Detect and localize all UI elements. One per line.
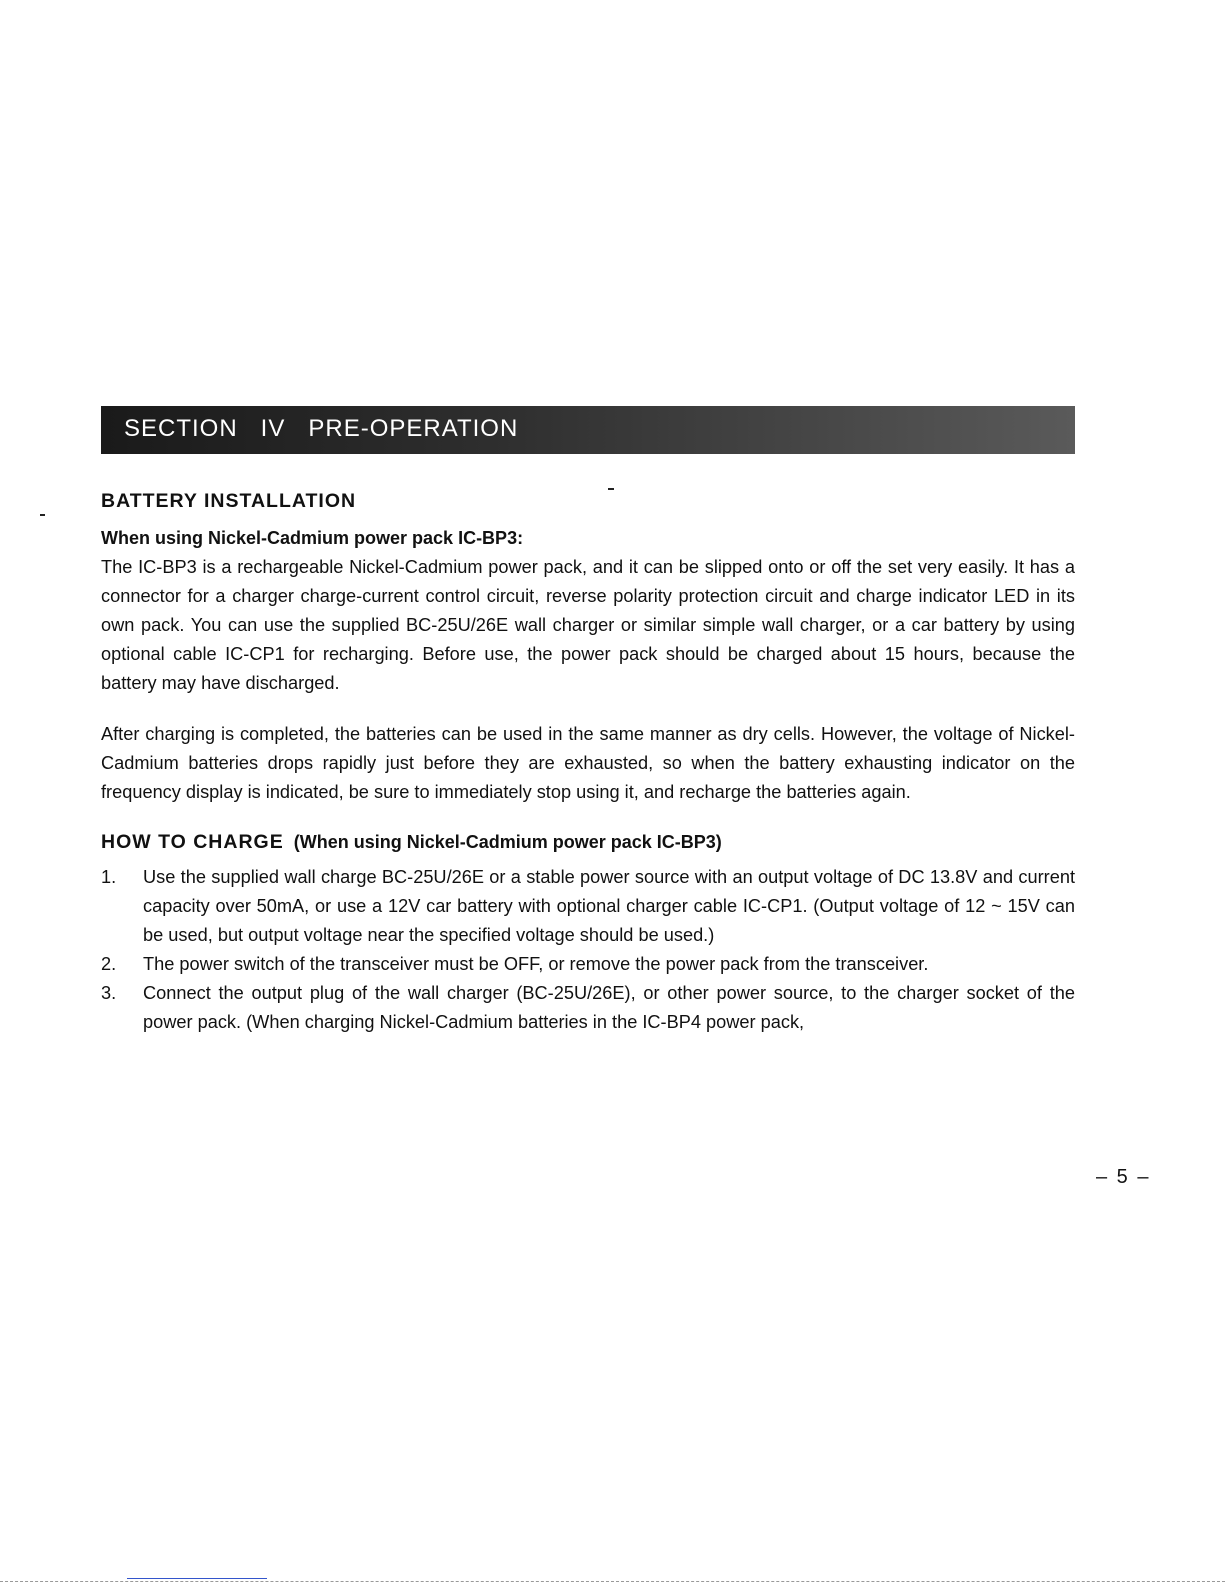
bottom-scan-edge bbox=[0, 1581, 1225, 1582]
how-to-charge-subtitle: (When using Nickel-Cadmium power pack IC-BP3) bbox=[293, 832, 722, 852]
how-to-charge-heading bbox=[101, 829, 1075, 855]
scan-speck bbox=[40, 514, 45, 516]
step-number: 3. bbox=[101, 983, 117, 1003]
page-content bbox=[101, 488, 1075, 1037]
battery-installation-paragraph-2: After charging is completed, the batteries can be used in the same manner as dry cells. However, the voltage of Nickel-Cadmium batteries drops rapidly just before they are exhausted, so when the battery exhausting indicator on the frequency display is indicated, be sure to immediately stop using it, and recharge the batteries again. bbox=[101, 724, 1075, 802]
charge-steps-list bbox=[101, 863, 1075, 1037]
battery-installation-heading: BATTERY INSTALLATION bbox=[101, 490, 357, 512]
bottom-scan-mark bbox=[127, 1578, 267, 1579]
step-text: Use the supplied wall charge BC-25U/26E or a stable power source with an output voltage of DC 13.8V and current capacity over 50mA, or use a 12V car battery with optional charger cable IC-CP1. (Output voltage of 12 ~ 15V can be used, but output voltage near the specified voltage should be used.) bbox=[143, 867, 1075, 945]
battery-installation-subheading: When using Nickel-Cadmium power pack IC-BP3: bbox=[101, 528, 524, 548]
step-text: Connect the output plug of the wall charger (BC-25U/26E), or other power source, to the charger socket of the power pack. (When charging Nickel-Cadmium batteries in the IC-BP4 power pack, bbox=[143, 983, 1075, 1032]
step-number: 2. bbox=[101, 954, 117, 974]
battery-installation-paragraph-1: The IC-BP3 is a rechargeable Nickel-Cadmium power pack, and it can be slipped onto or off the set very easily. It has a connector for a charger charge-current control circuit, reverse polarity protection circuit and charge indicator LED in its own pack. You can use the supplied BC-25U/26E wall charger or similar simple wall charger, or a car battery by using optional cable IC-CP1 for recharging. Before use, the power pack should be charged about 15 hours, because the battery may have discharged. bbox=[101, 557, 1075, 693]
step-number: 1. bbox=[101, 867, 117, 887]
scan-speck bbox=[608, 488, 614, 490]
charge-step bbox=[101, 863, 1075, 950]
section-title: SECTION IV PRE-OPERATION bbox=[124, 415, 519, 442]
charge-step bbox=[101, 950, 1075, 979]
page-number: – 5 – bbox=[1096, 1166, 1151, 1188]
charge-step bbox=[101, 979, 1075, 1037]
how-to-charge-title: HOW TO CHARGE bbox=[101, 831, 284, 853]
section-banner bbox=[101, 406, 1075, 454]
step-text: The power switch of the transceiver must be OFF, or remove the power pack from the transceiver. bbox=[143, 954, 929, 974]
